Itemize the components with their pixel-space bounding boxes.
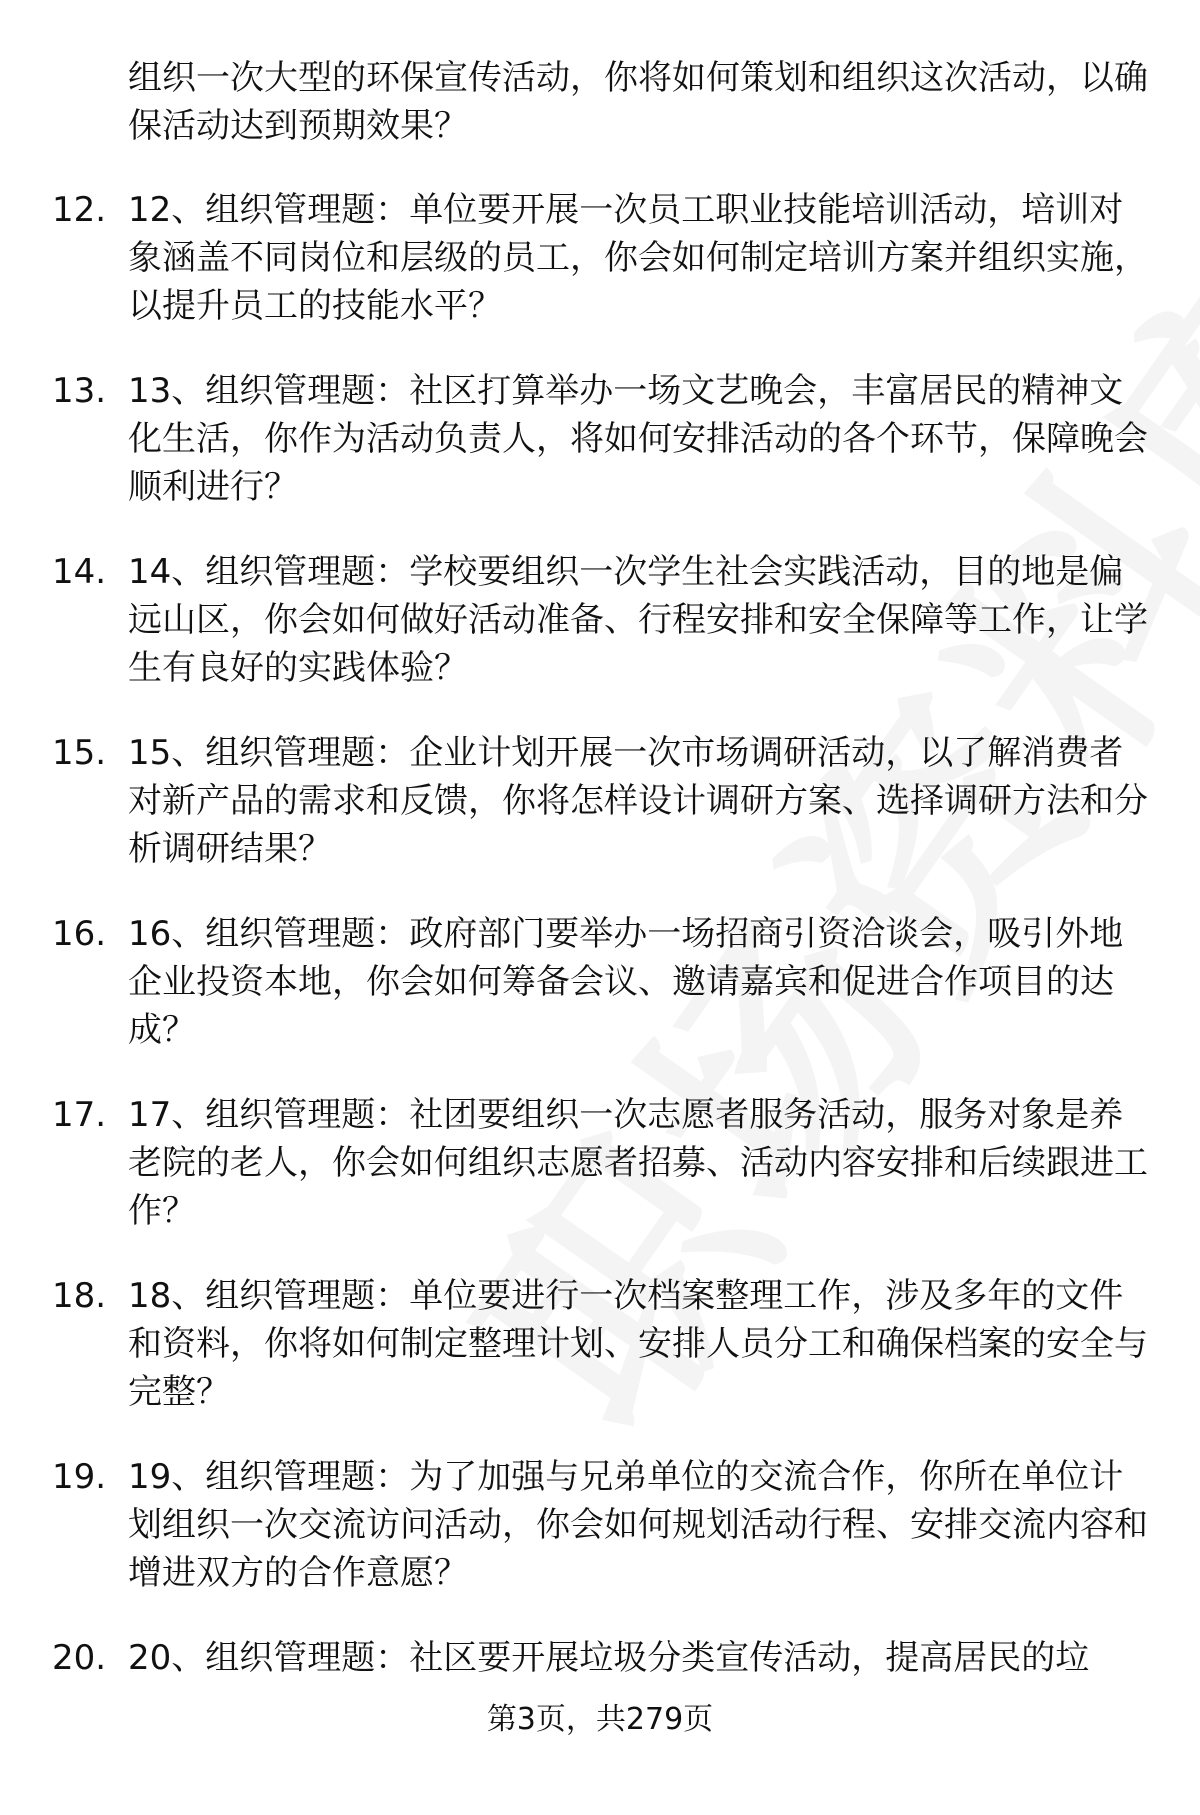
question-item [0,729,1200,910]
question-item [0,548,1200,729]
question-text: 16、组织管理题：政府部门要举办一场招商引资洽谈会，吸引外地企业投资本地，你会如何筹备会议、邀请嘉宾和促进合作项目的达成？ [128,914,1124,1050]
question-item [0,367,1200,548]
question-list [0,186,1200,1815]
page-footer: 第3页，共279页 [486,1702,714,1737]
question-text: 18、组织管理题：单位要进行一次档案整理工作，涉及多年的文件和资料，你将如何制定整理计划、安排人员分工和确保档案的安全与完整？ [128,1276,1148,1412]
question-number: 17. [52,1095,107,1135]
question-item [0,1453,1200,1634]
question-text: 20、组织管理题：社区要开展垃圾分类宣传活动，提高居民的垃 [128,1638,1090,1678]
question-text: 14、组织管理题：学校要组织一次学生社会实践活动，目的地是偏远山区，你会如何做好活动准备、行程安排和安全保障等工作，让学生有良好的实践体验？ [128,552,1148,688]
question-number: 20. [52,1638,107,1678]
question-item [0,1091,1200,1272]
question-number: 18. [52,1276,107,1316]
question-number: 12. [52,190,107,230]
question-number: 16. [52,914,107,954]
question-number: 15. [52,733,107,773]
question-item [0,1272,1200,1453]
question-text: 15、组织管理题：企业计划开展一次市场调研活动，以了解消费者对新产品的需求和反馈，你将怎样设计调研方案、选择调研方法和分析调研结果？ [128,733,1148,869]
question-item [0,186,1200,367]
question-text: 19、组织管理题：为了加强与兄弟单位的交流合作，你所在单位计划组织一次交流访问活动，你会如何规划活动行程、安排交流内容和增进双方的合作意愿？ [128,1457,1148,1593]
question-number: 19. [52,1457,107,1497]
question-text: 13、组织管理题：社区打算举办一场文艺晚会，丰富居民的精神文化生活，你作为活动负责人，将如何安排活动的各个环节，保障晚会顺利进行？ [128,371,1148,507]
question-number: 13. [52,371,107,411]
continuation-text: 组织一次大型的环保宣传活动，你将如何策划和组织这次活动，以确保活动达到预期效果？ [128,58,1148,146]
question-text: 12、组织管理题：单位要开展一次员工职业技能培训活动，培训对象涵盖不同岗位和层级的员工，你会如何制定培训方案并组织实施，以提升员工的技能水平？ [128,190,1148,326]
question-text: 17、组织管理题：社团要组织一次志愿者服务活动，服务对象是养老院的老人，你会如何组织志愿者招募、活动内容安排和后续跟进工作？ [128,1095,1148,1231]
question-number: 14. [52,552,107,592]
question-item [0,910,1200,1091]
